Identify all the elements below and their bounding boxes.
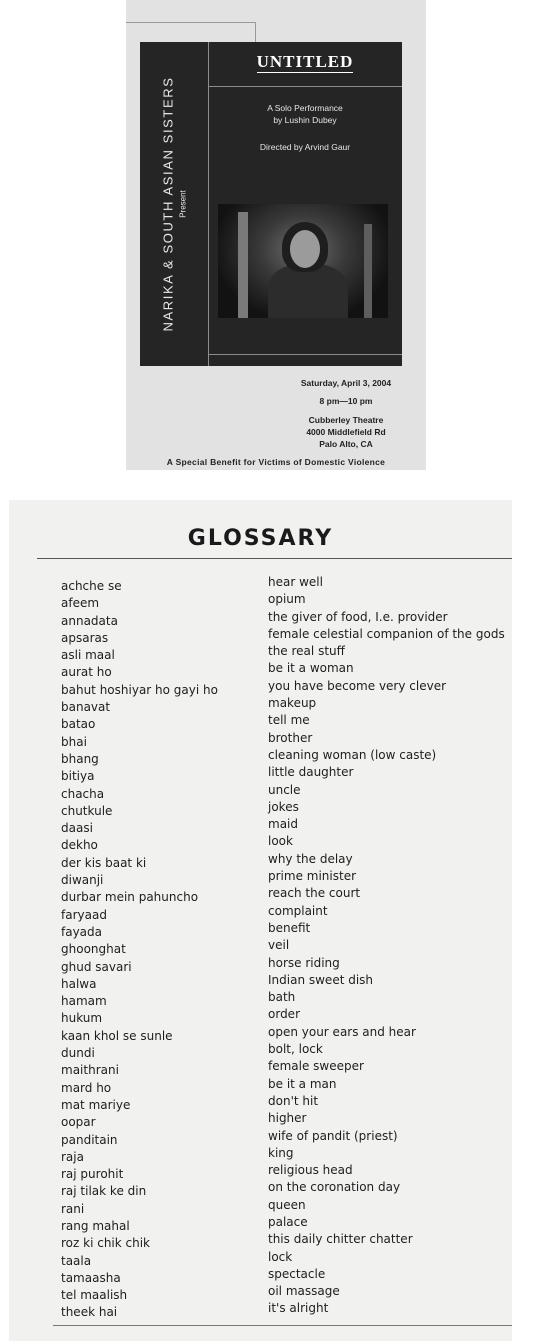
glossary-entry [9,1042,512,1063]
glossary-entry [9,696,512,717]
flyer-title-panel [140,42,402,366]
glossary-term: hukum [61,1011,103,1026]
glossary-entry [9,886,512,907]
glossary-term: daasi [61,821,93,836]
glossary-definition: horse riding [268,955,340,970]
glossary-definition: open your ears and hear [268,1024,416,1039]
glossary-entry [9,1145,512,1167]
glossary-term: tamaasha [61,1270,121,1285]
glossary-definition: don't hit [268,1093,319,1108]
glossary-entry [9,1128,512,1150]
glossary-entry [9,1249,512,1271]
glossary-entry [9,1180,512,1201]
glossary-definition: opium [268,592,306,607]
glossary-definition: it's alright [268,1301,329,1316]
glossary-page [9,500,512,1341]
glossary-term: apsaras [61,630,109,645]
glossary-definition: benefit [268,920,311,935]
glossary-term: halwa [61,976,97,991]
glossary-term: bhai [61,734,87,749]
glossary-definition: prime minister [268,869,357,884]
glossary-term: annadata [61,613,118,628]
glossary-entry [9,1301,512,1322]
glossary-definition: palace [268,1214,308,1229]
glossary-entry [9,1163,512,1184]
glossary-term: aurat ho [61,665,112,680]
glossary-definition: Indian sweet dish [268,972,374,987]
panel-rule-top [208,86,402,87]
glossary-entry [9,1197,512,1219]
glossary-term: raja [61,1149,84,1164]
flyer-subtitle-line2: by Lushin Dubey [273,115,337,125]
glossary-definition: this daily chitter chatter [268,1232,413,1247]
glossary-term: kaan khol se sunle [61,1028,173,1043]
event-date: Saturday, April 3, 2004 [300,378,392,388]
venue-name: Cubberley Theatre [308,415,384,425]
glossary-entry [9,799,512,821]
glossary-term: panditain [61,1132,118,1147]
glossary-term: rani [61,1201,85,1216]
glossary-entry [9,747,512,769]
glossary-entry [9,1111,512,1132]
event-time: 8 pm—10 pm [319,396,373,406]
glossary-term: durbar mein pahuncho [61,890,199,905]
flyer-title: UNTITLED [256,52,354,71]
glossary-term: achche se [61,579,122,593]
glossary-entry [9,1024,512,1046]
glossary-term: dundi [61,1046,95,1061]
glossary-term: chacha [61,786,105,801]
glossary-entry [9,1232,512,1253]
glossary-entry [9,1284,512,1305]
glossary-term: roz ki chik chik [61,1236,151,1251]
panel-divider [208,42,209,366]
glossary-bottom-rule [53,1325,512,1326]
glossary-entry [9,575,512,596]
glossary-definition: the real stuff [268,644,345,659]
glossary-term: ghud savari [61,959,132,974]
flyer-edge-line [126,22,256,23]
glossary-definition: religious head [268,1163,353,1178]
panel-rule-bottom [208,354,402,355]
glossary-definition: you have become very clever [268,678,447,693]
glossary-definition: reach the court [268,886,361,901]
glossary-term: oopar [61,1115,96,1130]
glossary-term: dekho [61,838,98,853]
glossary-definition: queen [268,1197,306,1212]
glossary-entry [9,955,512,977]
glossary-term: theek hai [61,1305,118,1320]
glossary-entry [9,990,512,1011]
glossary-entry [9,1266,512,1288]
glossary-entry [9,851,512,873]
glossary-term: batao [61,717,96,732]
glossary-definition: oil massage [268,1284,340,1299]
glossary-entry [9,1093,512,1115]
glossary-term: bahut hoshiyar ho gayi ho [61,682,218,697]
glossary-term: mat mariye [61,1097,131,1112]
glossary-entry [9,817,512,838]
glossary-definition: tell me [268,713,310,728]
glossary-term: maithrani [61,1063,119,1078]
performer-photo [218,204,388,318]
glossary-entry [9,1214,512,1236]
glossary-definition: complaint [268,903,328,918]
glossary-entry [9,782,512,804]
glossary-title: GLOSSARY [187,526,334,551]
glossary-entry [9,1007,512,1028]
glossary-definition: bolt, lock [268,1042,323,1057]
glossary-term: banavat [61,700,111,715]
glossary-entry [9,903,512,925]
glossary-entry [9,730,512,752]
glossary-definition: be it a woman [268,661,354,676]
presenters-block [140,42,208,366]
glossary-definition: on the coronation day [268,1180,401,1195]
event-flyer [126,0,426,470]
glossary-definition: female sweeper [268,1059,364,1074]
glossary-term: bhang [61,751,99,766]
glossary-definition: higher [268,1111,307,1126]
present-text: Present [178,190,188,218]
glossary-entry [9,1076,512,1098]
glossary-definition: brother [268,730,313,745]
glossary-term: faryaad [61,907,107,922]
glossary-definition: why the delay [268,851,353,866]
glossary-term: afeem [61,596,100,611]
glossary-definition: look [268,834,293,849]
glossary-definition: veil [268,938,290,953]
glossary-term: rang mahal [61,1218,130,1233]
benefit-line: A Special Benefit for Victims of Domestic Violence [166,457,386,467]
glossary-definition: wife of pandit (priest) [268,1128,398,1143]
venue-address: 4000 Middlefield Rd [306,427,386,437]
glossary-entry [9,644,512,665]
glossary-definition: cleaning woman (low caste) [268,747,437,762]
presenters-text: NARIKA & SOUTH ASIAN SISTERS [160,76,176,332]
glossary-definition: lock [268,1249,293,1264]
glossary-entry [9,678,512,700]
glossary-entry [9,834,512,855]
venue-city: Palo Alto, CA [319,439,373,449]
glossary-term: taala [61,1253,92,1268]
glossary-term: fayada [61,924,103,939]
glossary-entry [9,938,512,959]
glossary-entry [9,713,512,734]
glossary-entry [9,920,512,942]
glossary-definition: king [268,1145,294,1160]
glossary-entry [9,972,512,994]
glossary-entry [9,765,512,786]
glossary-definition: be it a man [268,1076,337,1091]
glossary-list [9,575,512,1323]
glossary-term: mard ho [61,1080,112,1095]
glossary-entry [9,869,512,890]
glossary-definition: makeup [268,696,317,711]
glossary-definition: female celestial companion of the gods [268,626,505,641]
flyer-subtitle-line1: A Solo Performance [267,103,343,113]
glossary-definition: little daughter [268,765,354,780]
glossary-term: diwanji [61,873,104,888]
glossary-definition: bath [268,990,296,1005]
glossary-entry [9,626,512,648]
glossary-top-rule [37,558,512,559]
glossary-term: raj tilak ke din [61,1184,147,1199]
glossary-term: asli maal [61,648,115,663]
glossary-term: hamam [61,994,107,1009]
glossary-definition: maid [268,817,298,832]
glossary-definition: hear well [268,575,323,589]
glossary-definition: uncle [268,782,301,797]
flyer-edge-line-vertical [255,22,256,42]
glossary-term: tel maalish [61,1288,128,1303]
glossary-term: bitiya [61,769,95,784]
glossary-term: chutkule [61,803,113,818]
glossary-definition: spectacle [268,1266,326,1281]
glossary-term: raj purohit [61,1167,124,1182]
glossary-term: der kis baat ki [61,855,147,870]
glossary-definition: order [268,1007,300,1022]
glossary-definition: jokes [268,799,299,814]
glossary-entry [9,1059,512,1080]
glossary-term: ghoonghat [61,942,126,957]
glossary-definition: the giver of food, I.e. provider [268,609,448,624]
flyer-director: Directed by Arvind Gaur [259,142,351,152]
